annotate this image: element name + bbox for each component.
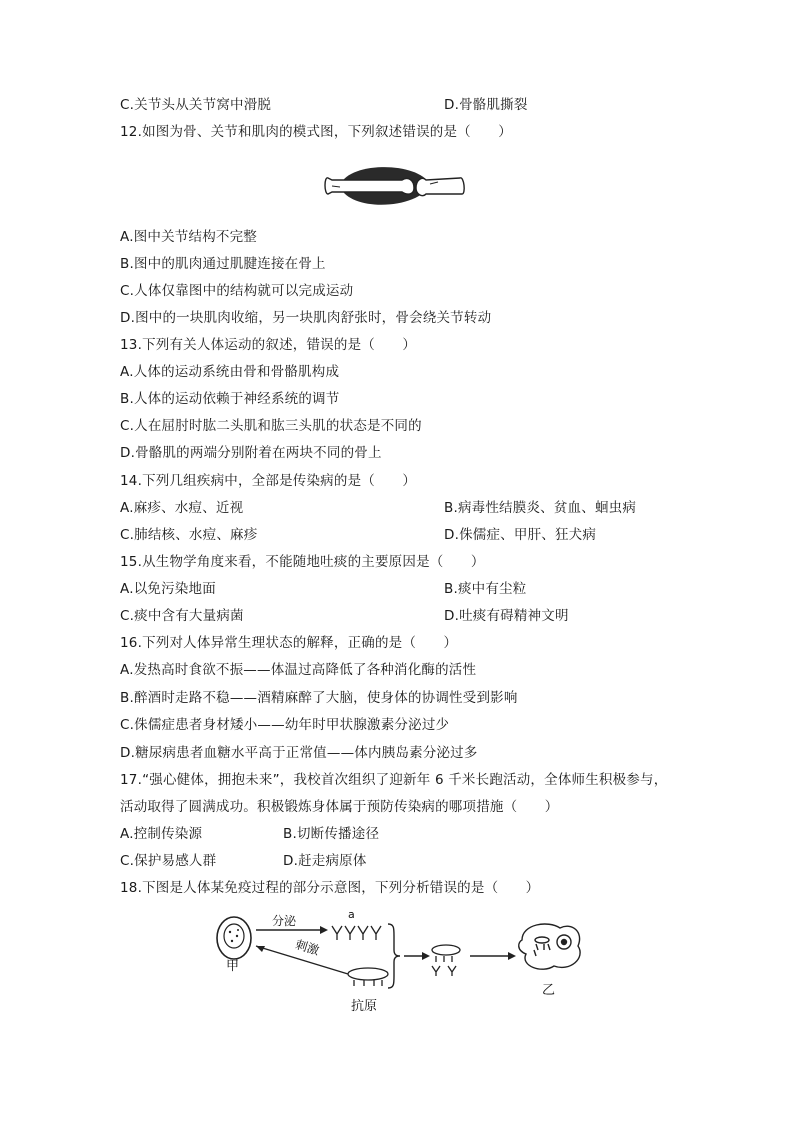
label-a: a xyxy=(348,908,355,921)
q16-option-a: A.发热高时食欲不振——体温过高降低了各种消化酶的活性 xyxy=(120,662,477,678)
phagocyte-yi-icon xyxy=(519,924,580,969)
q14-option-b: B.病毒性结膜炎、贫血、蛔虫病 xyxy=(444,500,637,516)
label-secrete: 分泌 xyxy=(272,914,297,928)
q17-option-a: A.控制传染源 xyxy=(120,826,203,842)
q12-option-c: C.人体仅靠图中的结构就可以完成运动 xyxy=(120,283,354,299)
q13-option-b: B.人体的运动依赖于神经系统的调节 xyxy=(120,391,340,407)
q11-option-c: C.关节头从关节窝中滑脱 xyxy=(120,97,272,113)
cell-jia-icon xyxy=(217,917,251,959)
antibody-icons xyxy=(332,926,381,940)
q13-stem: 13.下列有关人体运动的叙述，错误的是（ ） xyxy=(120,337,417,353)
q14-option-c: C.肺结核、水痘、麻疹 xyxy=(120,527,258,543)
q16-option-d: D.糖尿病患者血糖水平高于正常值——体内胰岛素分泌过多 xyxy=(120,745,478,761)
label-yi: 乙 xyxy=(542,983,556,998)
q15-option-c: C.痰中含有大量病菌 xyxy=(120,608,244,624)
label-stimulate: 刺激 xyxy=(293,937,321,958)
label-jia: 甲 xyxy=(226,959,240,974)
q15-stem: 15.从生物学角度来看，不能随地吐痰的主要原因是（ ） xyxy=(120,554,485,570)
q16-option-b: B.醉酒时走路不稳——酒精麻醉了大脑，使身体的协调性受到影响 xyxy=(120,690,518,706)
q13-option-c: C.人在屈肘时肱二头肌和肱三头肌的状态是不同的 xyxy=(120,418,422,434)
antigen-icon xyxy=(348,968,388,986)
q13-option-d: D.骨骼肌的两端分别附着在两块不同的骨上 xyxy=(120,445,382,461)
q12-option-d: D.图中的一块肌肉收缩，另一块肌肉舒张时，骨会绕关节转动 xyxy=(120,310,492,326)
q17-stem-line2: 活动取得了圆满成功。积极锻炼身体属于预防传染病的哪项措施（ ） xyxy=(120,799,559,815)
q17-option-c: C.保护易感人群 xyxy=(120,853,217,869)
q12-stem: 12.如图为骨、关节和肌肉的模式图，下列叙述错误的是（ ） xyxy=(120,124,512,140)
antigen-antibody-complex-icon xyxy=(432,945,460,976)
q16-stem: 16.下列对人体异常生理状态的解释，正确的是（ ） xyxy=(120,635,458,651)
q15-option-b: B.痰中有尘粒 xyxy=(444,581,527,597)
bone-joint-muscle-figure xyxy=(322,158,468,216)
label-antigen: 抗原 xyxy=(351,999,378,1014)
q18-stem: 18.下图是人体某免疫过程的部分示意图，下列分析错误的是（ ） xyxy=(120,880,540,896)
q13-option-a: A.人体的运动系统由骨和骨骼肌构成 xyxy=(120,364,340,380)
q14-stem: 14.下列几组疾病中，全部是传染病的是（ ） xyxy=(120,473,417,489)
q14-option-a: A.麻疹、水痘、近视 xyxy=(120,500,244,516)
q15-option-a: A.以免污染地面 xyxy=(120,581,216,597)
q14-option-d: D.侏儒症、甲肝、狂犬病 xyxy=(444,527,597,543)
q12-option-b: B.图中的肌肉通过肌腱连接在骨上 xyxy=(120,256,326,272)
q12-option-a: A.图中关节结构不完整 xyxy=(120,229,257,245)
q15-option-d: D.吐痰有碍精神文明 xyxy=(444,608,569,624)
q17-option-b: B.切断传播途径 xyxy=(283,826,380,842)
immune-process-figure xyxy=(208,906,588,1018)
q11-option-d: D.骨骼肌撕裂 xyxy=(444,97,528,113)
q17-stem-line1: 17.“强心健体，拥抱未来”，我校首次组织了迎新年 6 千米长跑活动，全体师生积极参与， xyxy=(120,772,668,788)
q16-option-c: C.侏儒症患者身材矮小——幼年时甲状腺激素分泌过少 xyxy=(120,717,450,733)
q17-option-d: D.赶走病原体 xyxy=(283,853,367,869)
